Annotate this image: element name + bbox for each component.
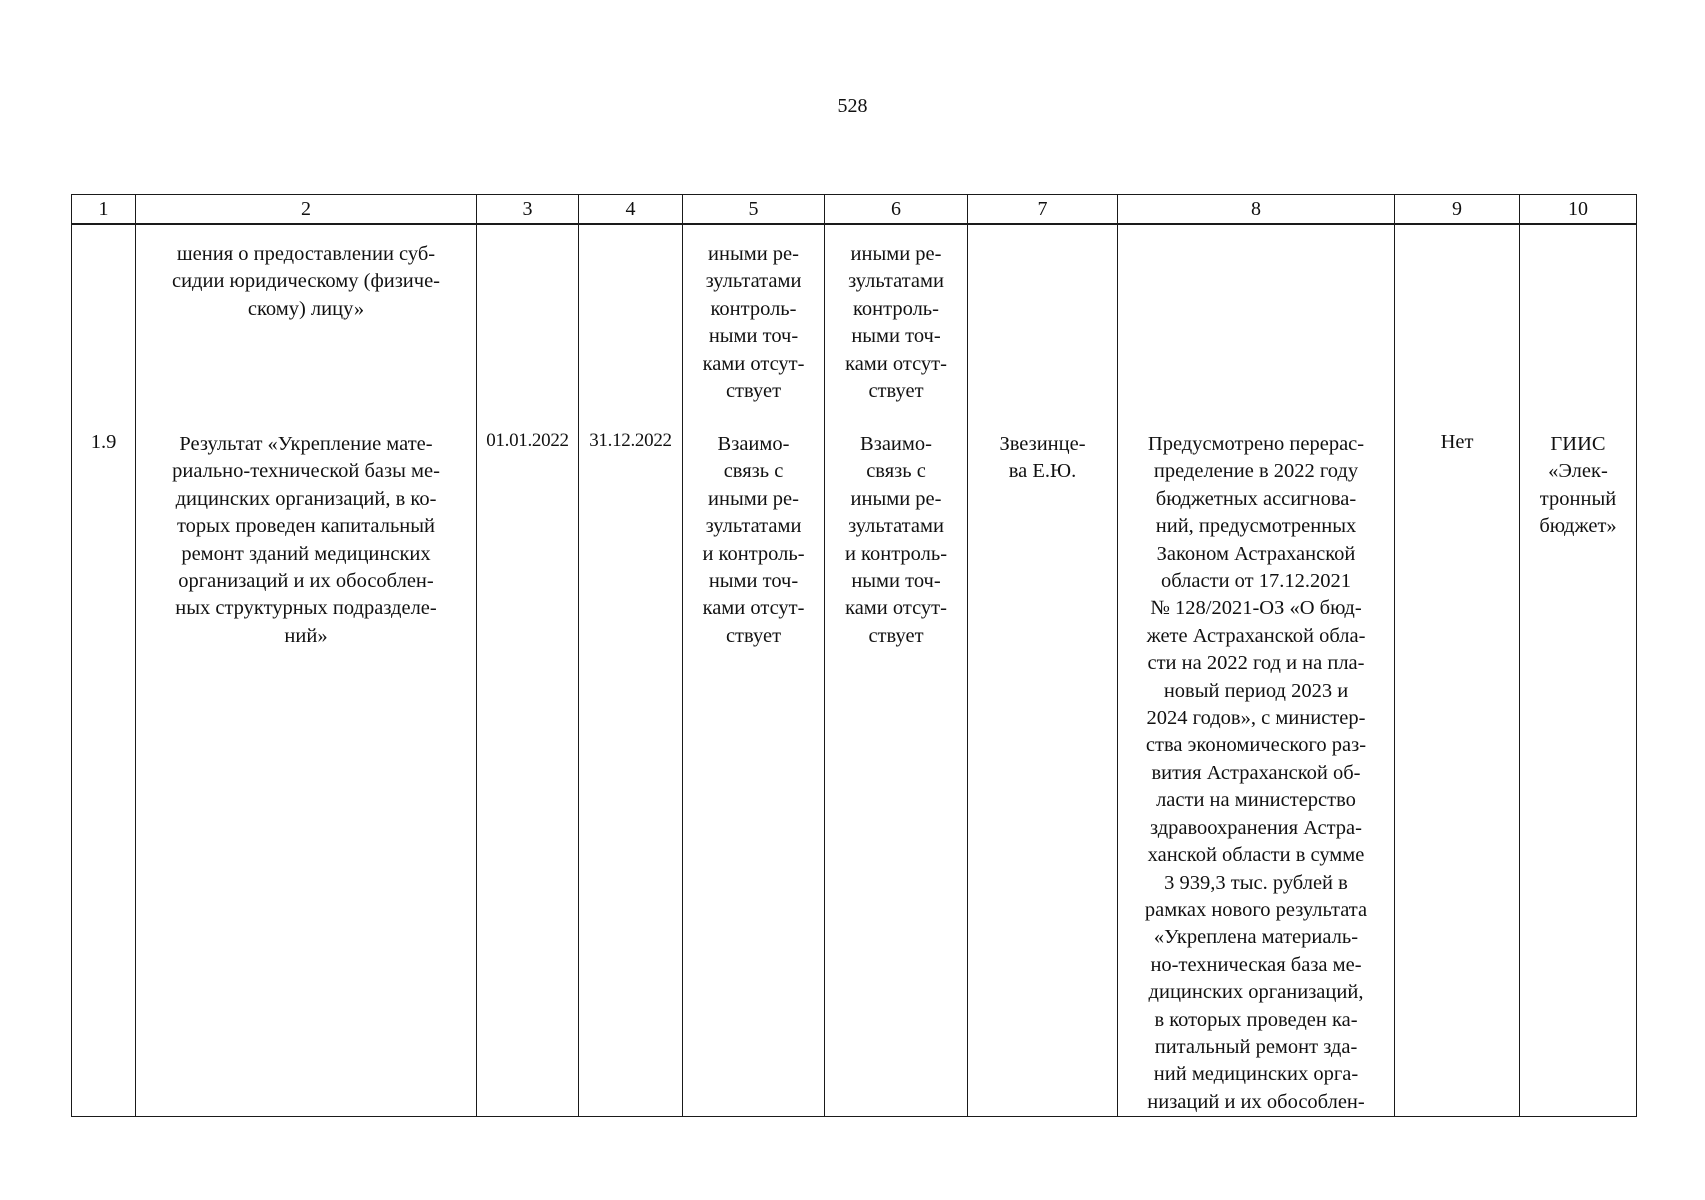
column-header-8: 8 — [1118, 195, 1395, 225]
table-cell — [1520, 421, 1637, 1117]
column-header-6: 6 — [825, 195, 968, 225]
table-cell — [1395, 421, 1520, 1117]
table-cell — [968, 421, 1118, 1117]
end-date — [579, 225, 682, 241]
table-cell — [1118, 421, 1395, 1117]
flag-value — [1395, 225, 1519, 241]
column-header-5: 5 — [683, 195, 825, 225]
table-cell — [477, 421, 579, 1117]
column-header-7: 7 — [968, 195, 1118, 225]
result-description: Результат «Укрепление мате- риально-технической базы ме- дицинских организаций, в ко- торых проведен капитальный ремонт зданий медицинских организаций и их обособлен- ных структурных подразделе- ний» — [172, 433, 440, 647]
table-cell — [136, 224, 477, 421]
relation-text: Взаимо- связь с иными ре- зультатами и контроль- ными точ- ками отсут- ствует — [844, 433, 948, 647]
table-cell — [968, 224, 1118, 421]
column-header-2: 2 — [136, 195, 477, 225]
start-date: 01.01.2022 — [486, 430, 569, 451]
table-cell — [136, 421, 477, 1117]
table-row — [72, 224, 1637, 421]
table-cell — [1118, 224, 1395, 421]
relation-text: иными ре- зультатами контроль- ными точ- ками отсут- ствует — [845, 243, 947, 403]
column-header-9: 9 — [1395, 195, 1520, 225]
table-cell — [477, 224, 579, 421]
column-header-4: 4 — [579, 195, 683, 225]
column-header-3: 3 — [477, 195, 579, 225]
end-date: 31.12.2022 — [589, 430, 672, 451]
table-header-row — [72, 195, 1637, 225]
result-description: шения о предоставлении суб- сидии юридическому (физиче- скому) лицу» — [171, 243, 441, 320]
system-name — [1520, 225, 1636, 241]
table-cell — [579, 224, 683, 421]
system-name: ГИИС «Элек- тронный бюджет» — [1539, 433, 1617, 538]
start-date — [477, 225, 578, 241]
table-cell — [1520, 224, 1637, 421]
table-cell — [683, 224, 825, 421]
table-cell — [683, 421, 825, 1117]
comment-text — [1118, 225, 1394, 241]
row-number: 1.9 — [90, 431, 117, 453]
table-cell — [825, 421, 968, 1117]
flag-value: Нет — [1440, 431, 1474, 453]
responsible-person: Звезинце- ва Е.Ю. — [999, 433, 1086, 483]
table-row — [72, 421, 1637, 1117]
relation-text: Взаимо- связь с иными ре- зультатами и контроль- ными точ- ками отсут- ствует — [702, 433, 805, 647]
row-number — [72, 225, 135, 241]
comment-text: Предусмотрено перерас- пределение в 2022 году бюджетных ассигнова- ний, предусмотренных Законом Астраханской области от 17.12.2021 № 128/2021-ОЗ «О бюд- жете Астраханской обла- сти на 2022 год и на пла- новый период 2023 и 2024 годов», с министер- ства экономического раз- вития Астраханской об- ласти на министерство здравоохранения Астра- ханской области в сумме 3 939,3 тыс. рублей в рамках нового результата «Укреплена материаль- но-техническая база ме- дицинских организаций, в которых проведен ка- питальный ремонт зда- ний медицинских орга- низаций и их обособлен- — [1144, 433, 1368, 1113]
table-cell — [1395, 224, 1520, 421]
table-cell — [579, 421, 683, 1117]
table-cell — [72, 224, 136, 421]
table-cell — [72, 421, 136, 1117]
column-header-10: 10 — [1520, 195, 1637, 225]
responsible-person — [968, 225, 1117, 241]
page-number: 528 — [837, 95, 868, 117]
relation-text: иными ре- зультатами контроль- ными точ- ками отсут- ствует — [702, 243, 805, 403]
document-table — [71, 194, 1637, 1117]
column-header-1: 1 — [72, 195, 136, 225]
table-cell — [825, 224, 968, 421]
